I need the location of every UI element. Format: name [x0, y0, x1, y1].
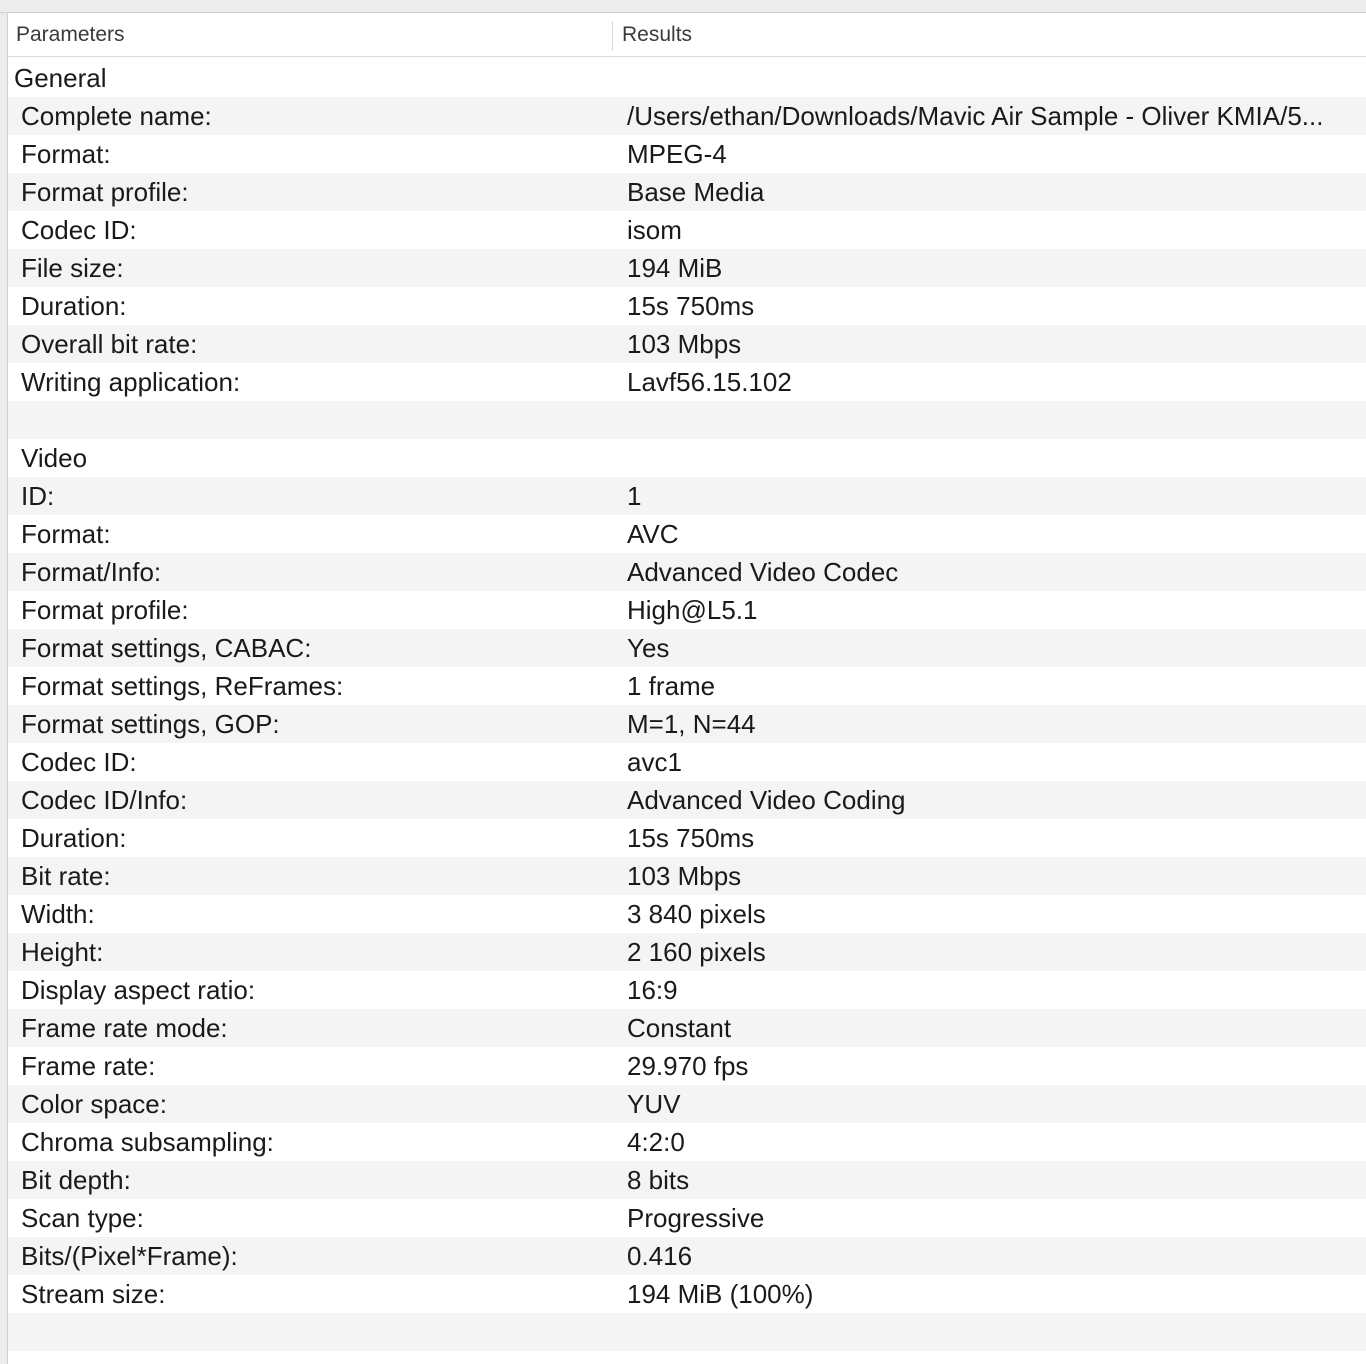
table-row[interactable]	[8, 857, 1366, 895]
row-value: 1 frame	[627, 671, 716, 701]
row-value: 194 MiB (100%)	[627, 1279, 814, 1309]
table-row[interactable]	[8, 1009, 1366, 1047]
section-heading-video	[8, 439, 1366, 477]
row-label: Format:	[21, 519, 111, 549]
row-value: 2 160 pixels	[627, 937, 766, 967]
section-heading-label: Video	[21, 443, 88, 473]
row-label: File size:	[21, 253, 124, 283]
table-row[interactable]	[8, 591, 1366, 629]
row-label: Bit rate:	[21, 861, 111, 891]
row-label: Duration:	[21, 291, 127, 321]
row-value: Lavf56.15.102	[627, 367, 792, 397]
row-value: M=1, N=44	[627, 709, 756, 739]
table-row[interactable]	[8, 97, 1366, 135]
row-value: 194 MiB	[627, 253, 723, 283]
table-row[interactable]	[8, 1123, 1366, 1161]
row-value: isom	[627, 215, 682, 245]
row-label: Scan type:	[21, 1203, 144, 1233]
column-divider[interactable]	[612, 21, 613, 51]
row-label: Overall bit rate:	[21, 329, 198, 359]
row-label: ID:	[21, 481, 55, 511]
row-label: Format settings, ReFrames:	[21, 671, 344, 701]
row-value: Base Media	[627, 177, 765, 207]
table-row[interactable]	[8, 135, 1366, 173]
row-label: Bits/(Pixel*Frame):	[21, 1241, 238, 1271]
table-row[interactable]	[8, 895, 1366, 933]
table-row[interactable]	[8, 933, 1366, 971]
empty-row	[8, 401, 1366, 439]
table-row[interactable]	[8, 477, 1366, 515]
column-header-results[interactable]: Results	[622, 23, 693, 46]
row-value: 15s 750ms	[627, 291, 755, 321]
table-row[interactable]	[8, 705, 1366, 743]
table-row[interactable]	[8, 1161, 1366, 1199]
row-label: Bit depth:	[21, 1165, 131, 1195]
table-row[interactable]	[8, 819, 1366, 857]
row-label: Format settings, CABAC:	[21, 633, 312, 663]
table-row[interactable]	[8, 287, 1366, 325]
row-value: 103 Mbps	[627, 329, 742, 359]
row-label: Width:	[21, 899, 95, 929]
table-row[interactable]	[8, 363, 1366, 401]
row-value: High@L5.1	[627, 595, 758, 625]
row-value: 8 bits	[627, 1165, 690, 1195]
row-value: YUV	[627, 1089, 681, 1119]
row-value: 0.416	[627, 1241, 693, 1271]
row-value: avc1	[627, 747, 682, 777]
section-heading-general	[8, 59, 1366, 97]
row-label: Format profile:	[21, 177, 189, 207]
row-value: 3 840 pixels	[627, 899, 766, 929]
row-label: Stream size:	[21, 1279, 166, 1309]
table-row[interactable]	[8, 1237, 1366, 1275]
table-row[interactable]	[8, 325, 1366, 363]
row-value: 29.970 fps	[627, 1051, 749, 1081]
table-row[interactable]	[8, 211, 1366, 249]
row-label: Height:	[21, 937, 104, 967]
table-row[interactable]	[8, 629, 1366, 667]
row-value: Progressive	[627, 1203, 765, 1233]
table-row[interactable]	[8, 173, 1366, 211]
table-row[interactable]	[8, 1085, 1366, 1123]
row-value: 15s 750ms	[627, 823, 755, 853]
empty-row	[8, 1313, 1366, 1351]
row-value: Yes	[627, 633, 670, 663]
row-value: 103 Mbps	[627, 861, 742, 891]
table-row[interactable]	[8, 971, 1366, 1009]
row-value: 1	[627, 481, 642, 511]
row-label: Chroma subsampling:	[21, 1127, 274, 1157]
row-label: Duration:	[21, 823, 127, 853]
row-value: Advanced Video Codec	[627, 557, 899, 587]
row-label: Codec ID:	[21, 747, 137, 777]
table-row[interactable]	[8, 667, 1366, 705]
row-label: Frame rate:	[21, 1051, 156, 1081]
column-header-parameters[interactable]: Parameters	[16, 23, 125, 46]
row-value: Advanced Video Coding	[627, 785, 906, 815]
table-row[interactable]	[8, 781, 1366, 819]
table-row[interactable]	[8, 1047, 1366, 1085]
section-heading-label: General	[14, 63, 107, 93]
row-value: AVC	[627, 519, 679, 549]
info-table	[8, 59, 1366, 1351]
row-label: Writing application:	[21, 367, 241, 397]
row-label: Format settings, GOP:	[21, 709, 280, 739]
table-header	[8, 13, 1366, 57]
table-row[interactable]	[8, 553, 1366, 591]
left-edge	[0, 13, 8, 1364]
table-row[interactable]	[8, 515, 1366, 553]
table-row[interactable]	[8, 1199, 1366, 1237]
row-label: Codec ID:	[21, 215, 137, 245]
row-value: MPEG-4	[627, 139, 727, 169]
row-label: Codec ID/Info:	[21, 785, 188, 815]
row-value: Constant	[627, 1013, 732, 1043]
row-label: Display aspect ratio:	[21, 975, 256, 1005]
row-label: Format/Info:	[21, 557, 162, 587]
row-label: Format:	[21, 139, 111, 169]
row-label: Frame rate mode:	[21, 1013, 228, 1043]
row-value: 16:9	[627, 975, 678, 1005]
row-label: Color space:	[21, 1089, 167, 1119]
row-value: /Users/ethan/Downloads/Mavic Air Sample - Oliver KMIA/5...	[627, 101, 1324, 131]
table-row[interactable]	[8, 743, 1366, 781]
row-value: 4:2:0	[627, 1127, 685, 1157]
row-label: Complete name:	[21, 101, 212, 131]
media-info-window	[0, 12, 1366, 1364]
table-row[interactable]	[8, 249, 1366, 287]
table-row[interactable]	[8, 1275, 1366, 1313]
row-label: Format profile:	[21, 595, 189, 625]
